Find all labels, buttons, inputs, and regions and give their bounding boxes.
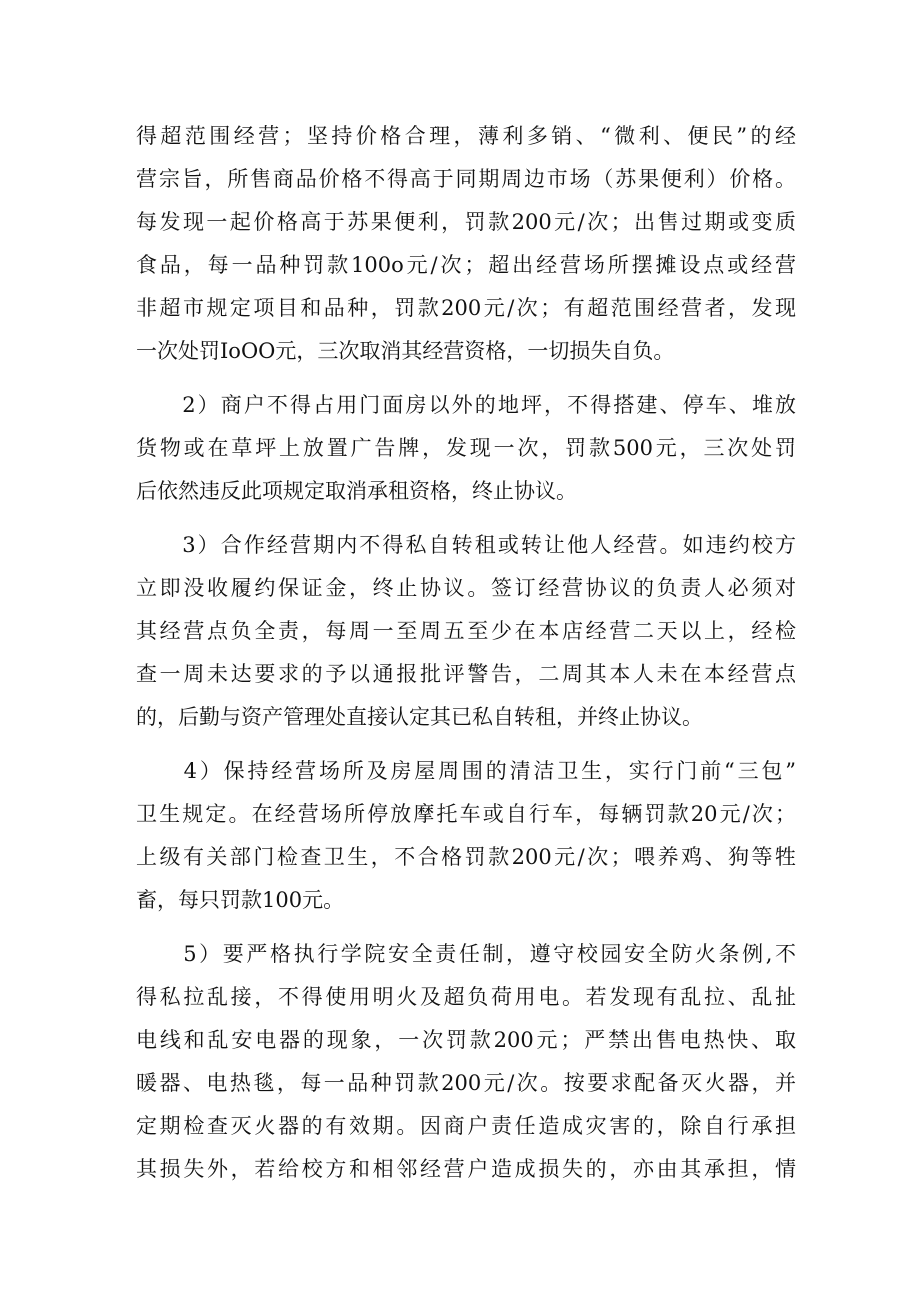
text-line: 非超市规定项目和品种，罚款200元/次；有超范围经营者，发现 [136, 296, 796, 320]
text-line: 得超范围经营；坚持价格合理，薄利多销、“微利、便民”的经 [136, 124, 796, 148]
paragraph-item-3 [136, 524, 796, 739]
text-line: 的，后勤与资产管理处直接认定其已私自转租，并终止协议。 [136, 705, 703, 729]
text-line: 其经营点负全责，每周一至周五至少在本店经营二天以上，经检 [136, 619, 796, 643]
paragraph-item-5 [136, 933, 796, 1191]
document-body [136, 115, 796, 1191]
text-line: 定期检查灭火器的有效期。因商户责任造成灾害的，除自行承担 [136, 1114, 796, 1138]
text-line: 畜，每只罚款100元。 [136, 888, 345, 912]
text-line: 2）商户不得占用门面房以外的地坪，不得搭建、停车、堆放 [136, 393, 796, 417]
text-line: 得私拉乱接，不得使用明火及超负荷用电。若发现有乱拉、乱扯 [136, 985, 796, 1009]
text-line: 上级有关部门检查卫生，不合格罚款200元/次；喂养鸡、狗等牲 [136, 845, 796, 869]
text-line: 营宗旨，所售商品价格不得高于同期周边市场（苏果便利）价格。 [136, 167, 796, 191]
paragraph-1-continuation [136, 115, 796, 373]
text-line: 一次处罚IoOO元，三次取消其经营资格，一切损失自负。 [136, 339, 675, 363]
text-line: 立即没收履约保证金，终止协议。签订经营协议的负责人必须对 [136, 576, 796, 600]
paragraph-item-2 [136, 384, 796, 513]
text-line: 食品，每一品种罚款100o元/次；超出经营场所摆摊设点或经营 [136, 253, 796, 277]
text-line: 电线和乱安电器的现象，一次罚款200元；严禁出售电热快、取 [136, 1028, 796, 1052]
text-line: 3）合作经营期内不得私自转租或转让他人经营。如违约校方 [136, 533, 796, 557]
text-line: 查一周未达要求的予以通报批评警告，二周其本人未在本经营点 [136, 662, 796, 686]
text-line: 后依然违反此项规定取消承租资格，终止协议。 [136, 479, 577, 503]
paragraph-item-4 [136, 750, 796, 922]
text-line: 其损失外，若给校方和相邻经营户造成损失的，亦由其承担，情 [136, 1157, 796, 1181]
text-line: 5）要严格执行学院安全责任制，遵守校园安全防火条例,不 [136, 942, 796, 966]
text-line: 暖器、电热毯，每一品种罚款200元/次。按要求配备灭火器，并 [136, 1071, 796, 1095]
text-line: 卫生规定。在经营场所停放摩托车或自行车，每辆罚款20元/次； [136, 802, 796, 826]
text-line: 4）保持经营场所及房屋周围的清洁卫生，实行门前“三包” [136, 759, 796, 783]
text-line: 每发现一起价格高于苏果便利，罚款200元/次；出售过期或变质 [136, 210, 796, 234]
text-line: 货物或在草坪上放置广告牌，发现一次，罚款500元，三次处罚 [136, 436, 796, 460]
